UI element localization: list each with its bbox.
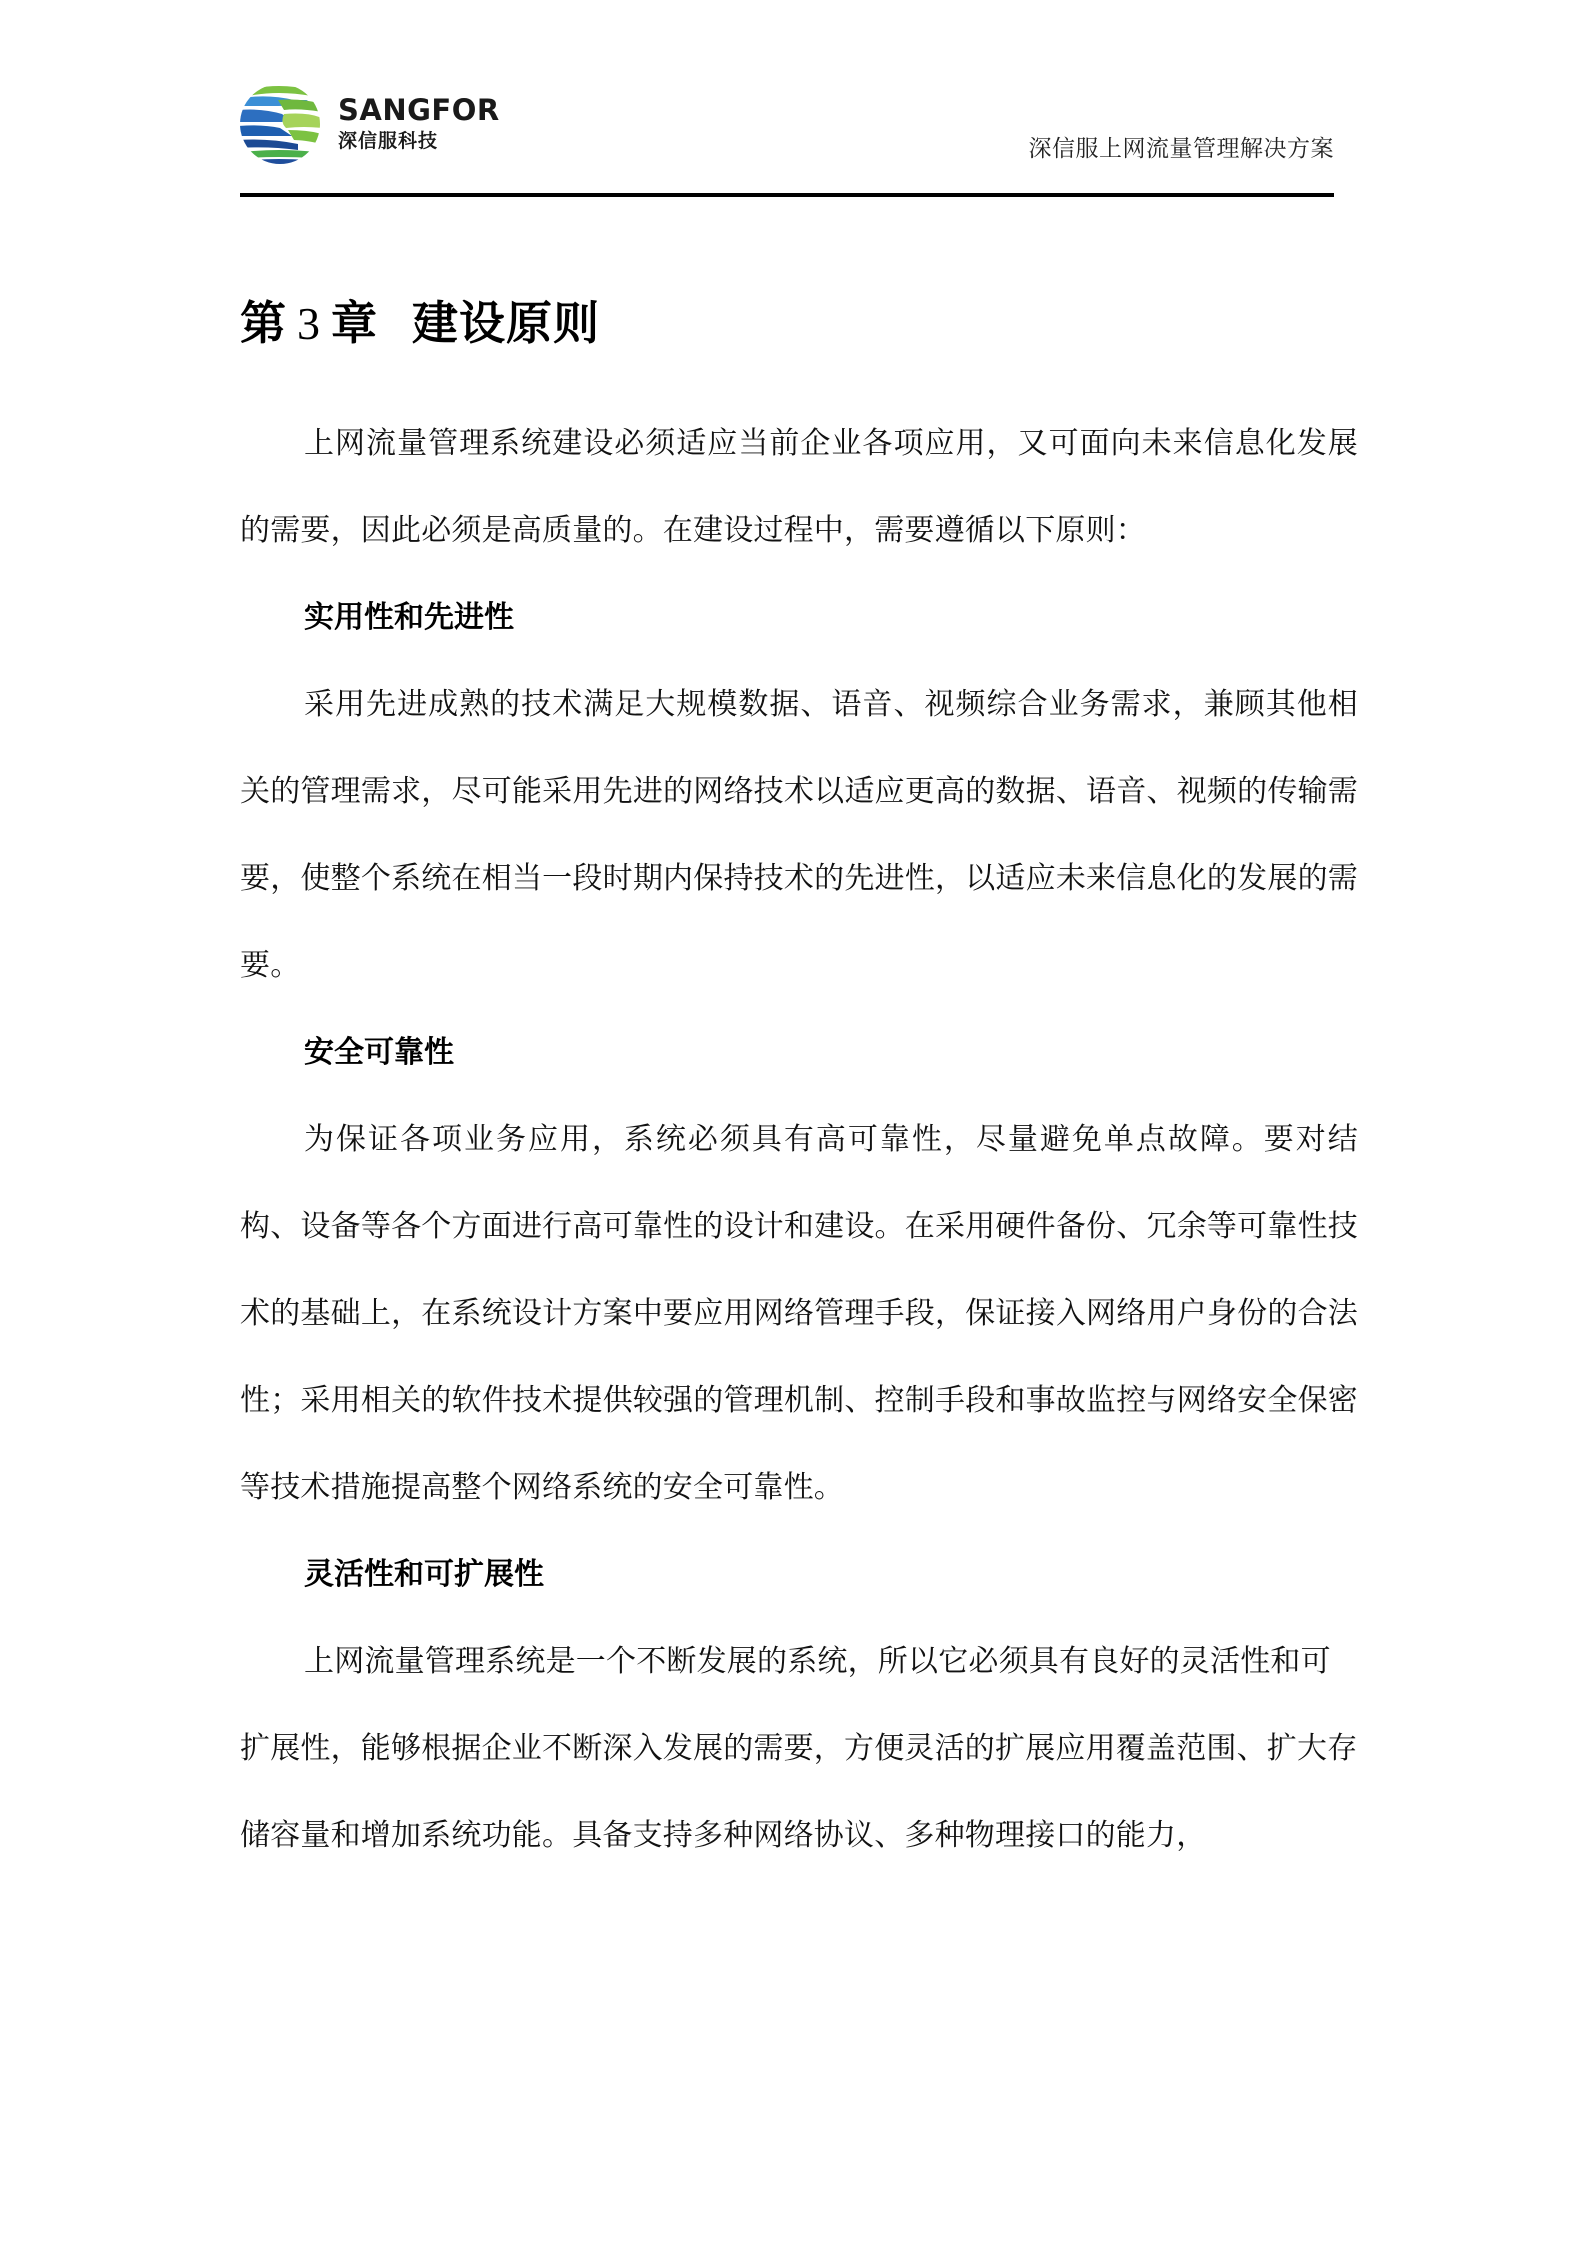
sangfor-logo [238, 82, 498, 172]
section-paragraph: 采用先进成熟的技术满足大规模数据、语音、视频综合业务需求，兼顾其他相关的管理需求，尽可能采用先进的网络技术以适应更高的数据、语音、视频的传输需要，使整个系统在相当一段时期内保持技术的先进性，以适应未来信息化的发展的需要。 [240, 687, 1358, 983]
section-paragraph: 上网流量管理系统是一个不断发展的系统，所以它必须具有良好的灵活性和可扩展性，能够根据企业不断深入发展的需要，方便灵活的扩展应用覆盖范围、扩大存储容量和增加系统功能。具备支持多种网络协议、多种物理接口的能力， [240, 1644, 1358, 1853]
section-flexibility [240, 1531, 1358, 1879]
section-security [240, 1009, 1358, 1531]
section-practicality [240, 574, 1358, 1009]
chapter-number: 3 [297, 298, 321, 349]
chapter-heading-text: 建设原则 [412, 296, 601, 350]
logo-wordmark: SANGFOR [338, 93, 500, 127]
section-heading: 实用性和先进性 [304, 600, 514, 635]
chapter-title [240, 296, 601, 350]
page-header [238, 82, 1334, 198]
logo-chinese-name: 深信服科技 [338, 130, 439, 152]
document-body [240, 400, 1358, 1879]
chapter-prefix: 第 [240, 296, 287, 350]
header-divider [240, 193, 1334, 197]
chapter-suffix: 章 [331, 296, 378, 350]
document-title: 深信服上网流量管理解决方案 [1028, 136, 1334, 162]
section-paragraph: 为保证各项业务应用，系统必须具有高可靠性，尽量避免单点故障。要对结构、设备等各个方面进行高可靠性的设计和建设。在采用硬件备份、冗余等可靠性技术的基础上，在系统设计方案中要应用网络管理手段，保证接入网络用户身份的合法性；采用相关的软件技术提供较强的管理机制、控制手段和事故监控与网络安全保密等技术措施提高整个网络系统的安全可靠性。 [240, 1122, 1358, 1505]
globe-logo-icon [238, 82, 322, 166]
section-heading: 安全可靠性 [304, 1035, 454, 1070]
section-heading: 灵活性和可扩展性 [304, 1557, 544, 1592]
intro-paragraph: 上网流量管理系统建设必须适应当前企业各项应用，又可面向未来信息化发展的需要，因此必须是高质量的。在建设过程中，需要遵循以下原则： [240, 426, 1358, 548]
